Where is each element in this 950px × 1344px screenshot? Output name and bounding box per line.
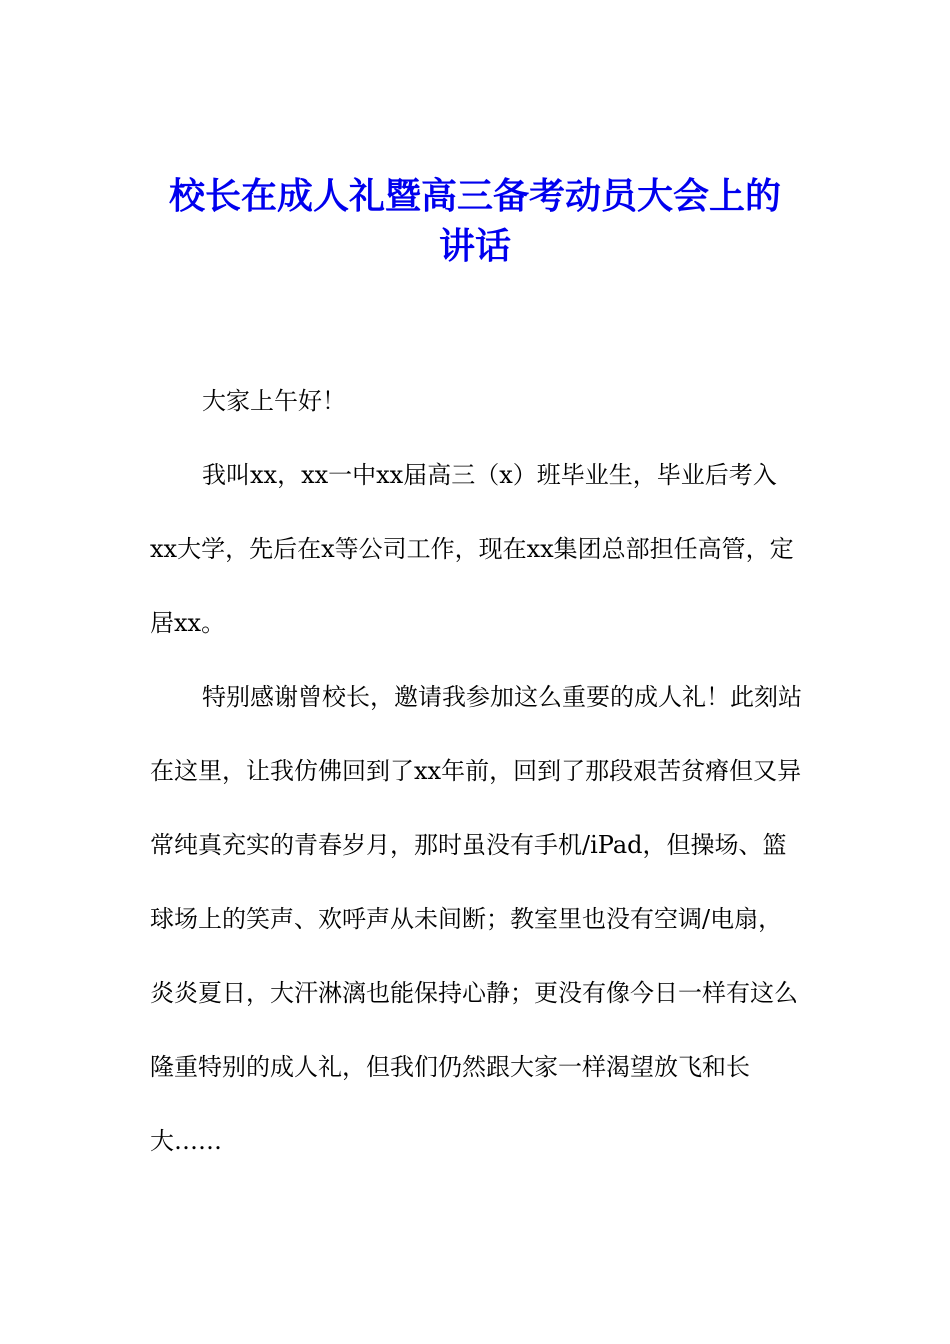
title-line-2: 讲话 (438, 226, 511, 267)
body-text (150, 364, 802, 1178)
memories-paragraph: 特别感谢曾校长，邀请我参加这么重要的成人礼！此刻站在这里，让我仿佛回到了xx年前，回到了那段艰苦贫瘠但又异常纯真充实的青春岁月，那时虽没有手机/iPad，但操场、篮球场上的笑声、欢呼声从未间断；教室里也没有空调/电扇，炎炎夏日，大汗淋漓也能保持心静；更没有像今日一样有这么隆重特别的成人礼，但我们仍然跟大家一样渴望放飞和长大…… (150, 683, 802, 1155)
page-title (130, 172, 820, 272)
title-line-1: 校长在成人礼暨高三备考动员大会上的 (168, 176, 781, 217)
intro-paragraph: 我叫xx，xx一中xx届高三（x）班毕业生，毕业后考入xx大学，先后在x等公司工作，现在xx集团总部担任高管，定居xx。 (150, 461, 794, 637)
greeting-paragraph: 大家上午好！ (202, 387, 346, 415)
